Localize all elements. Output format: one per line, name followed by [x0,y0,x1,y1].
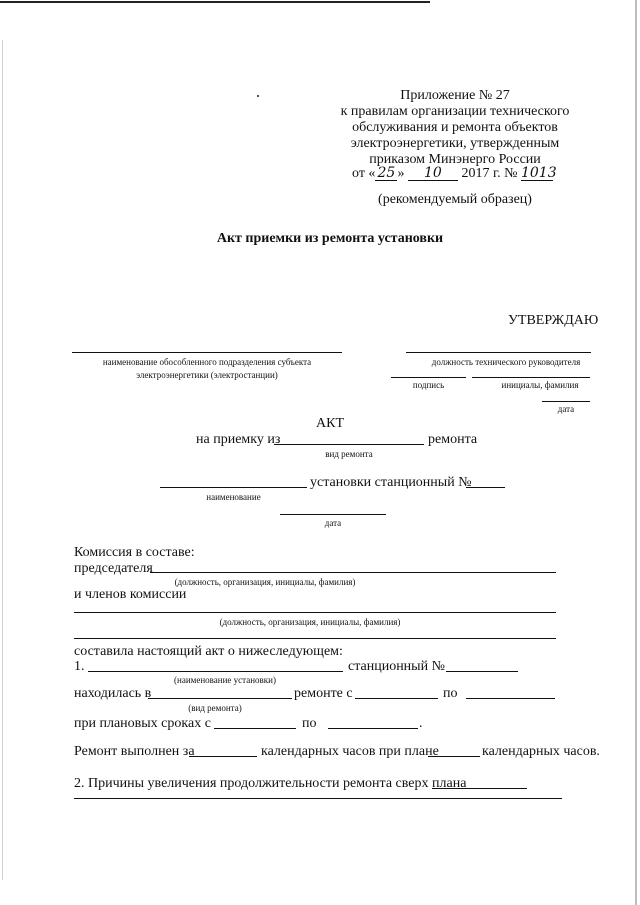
planned-hours-line [428,756,480,757]
drawn-up-text: составила настоящий акт о нижеследующем: [74,644,343,659]
to-label-1: по [443,686,458,701]
date-month-handwritten: 10 [408,166,458,181]
scan-edge-left [2,40,3,880]
members-caption: (должность, организация, инициалы, фамилия) [219,617,401,627]
actual-hours-line [189,756,257,757]
position-line [406,352,591,353]
subdivision-caption-2: электроэнергетики (электростанции) [136,370,278,380]
sample-note: (рекомендуемый образец) [378,192,532,207]
members-label: и членов комиссии [74,587,187,602]
act-date-caption: дата [324,518,342,528]
members-line-2 [74,638,556,639]
planned-to-line [328,728,418,729]
signature-caption: подпись [412,380,445,390]
subdivision-line [72,352,342,353]
item2-line [432,788,527,789]
repair-kind-line [148,698,292,699]
repair-to-line [466,698,555,699]
name-caption: наименование [206,492,261,502]
date-mid: » [397,166,405,181]
rules-line-1: к правилам организации технического [340,104,570,119]
approve-label: УТВЕРЖДАЮ [508,313,599,328]
order-date-line [352,165,557,182]
planned-from-label: при плановых сроках с [74,716,211,731]
installation-name-caption: (наименование установки) [174,675,276,685]
station-number-line [466,487,505,488]
chairman-line [150,572,556,573]
approval-date-caption: дата [557,404,575,414]
repair-done-label: Ремонт выполнен за [74,744,195,759]
was-in-label: находилась в [74,686,152,701]
chairman-caption: (должность, организация, инициалы, фамилия) [174,577,356,587]
acceptance-prefix: на приемку из [196,432,281,447]
order-number-handwritten: 1013 [520,165,557,181]
hours-at-plan-label: календарных часов при плане [261,744,439,759]
hours-end-label: календарных часов. [482,744,600,759]
position-caption: должность технического руководителя [431,357,581,367]
scan-speck [257,95,259,97]
installation-line [88,671,343,672]
period-mark: . [419,716,423,731]
approval-date-line [542,401,590,402]
acceptance-suffix: ремонта [428,432,478,447]
repair-type-line [274,444,424,445]
rules-line-4: приказом Минэнерго России [369,152,541,167]
act-heading: АКТ [316,416,344,431]
rules-line-3: электроэнергетики, утвержденным [350,136,560,151]
chairman-label: председателя [74,561,153,576]
appendix-line: Приложение № 27 [400,88,510,103]
date-prefix: от « [352,166,376,181]
station-no-line [446,671,518,672]
date-year: 2017 г. № [461,166,518,181]
scan-edge-top [0,1,430,3]
item2-line-2 [74,798,562,799]
installation-name-line [160,487,307,488]
scan-edge-right [635,0,637,905]
members-line [74,612,556,613]
subdivision-caption-1: наименование обособленного подразделения субъекта [102,357,312,367]
document-title: Акт приемки из ремонта установки [216,231,444,246]
act-date-line [280,514,386,515]
rules-line-2: обслуживания и ремонта объектов [352,120,558,135]
item2-text: 2. Причины увеличения продолжительности ремонта сверх плана [74,776,467,791]
to-label-2: по [302,716,317,731]
planned-from-line [214,728,296,729]
repair-type-caption: вид ремонта [325,449,373,459]
initials-line [472,377,590,378]
initials-caption: инициалы, фамилия [501,380,579,390]
installation-label: установки станционный № [310,475,472,490]
station-no-label: станционный № [348,659,445,674]
signature-line [391,377,466,378]
item1-number: 1. [74,659,85,674]
repair-from-label: ремонте с [294,686,353,701]
repair-from-line [355,698,438,699]
repair-type-caption-body: (вид ремонта) [188,703,242,713]
commission-composition: Комиссия в составе: [74,545,195,560]
date-day-handwritten: 25 [375,166,397,181]
